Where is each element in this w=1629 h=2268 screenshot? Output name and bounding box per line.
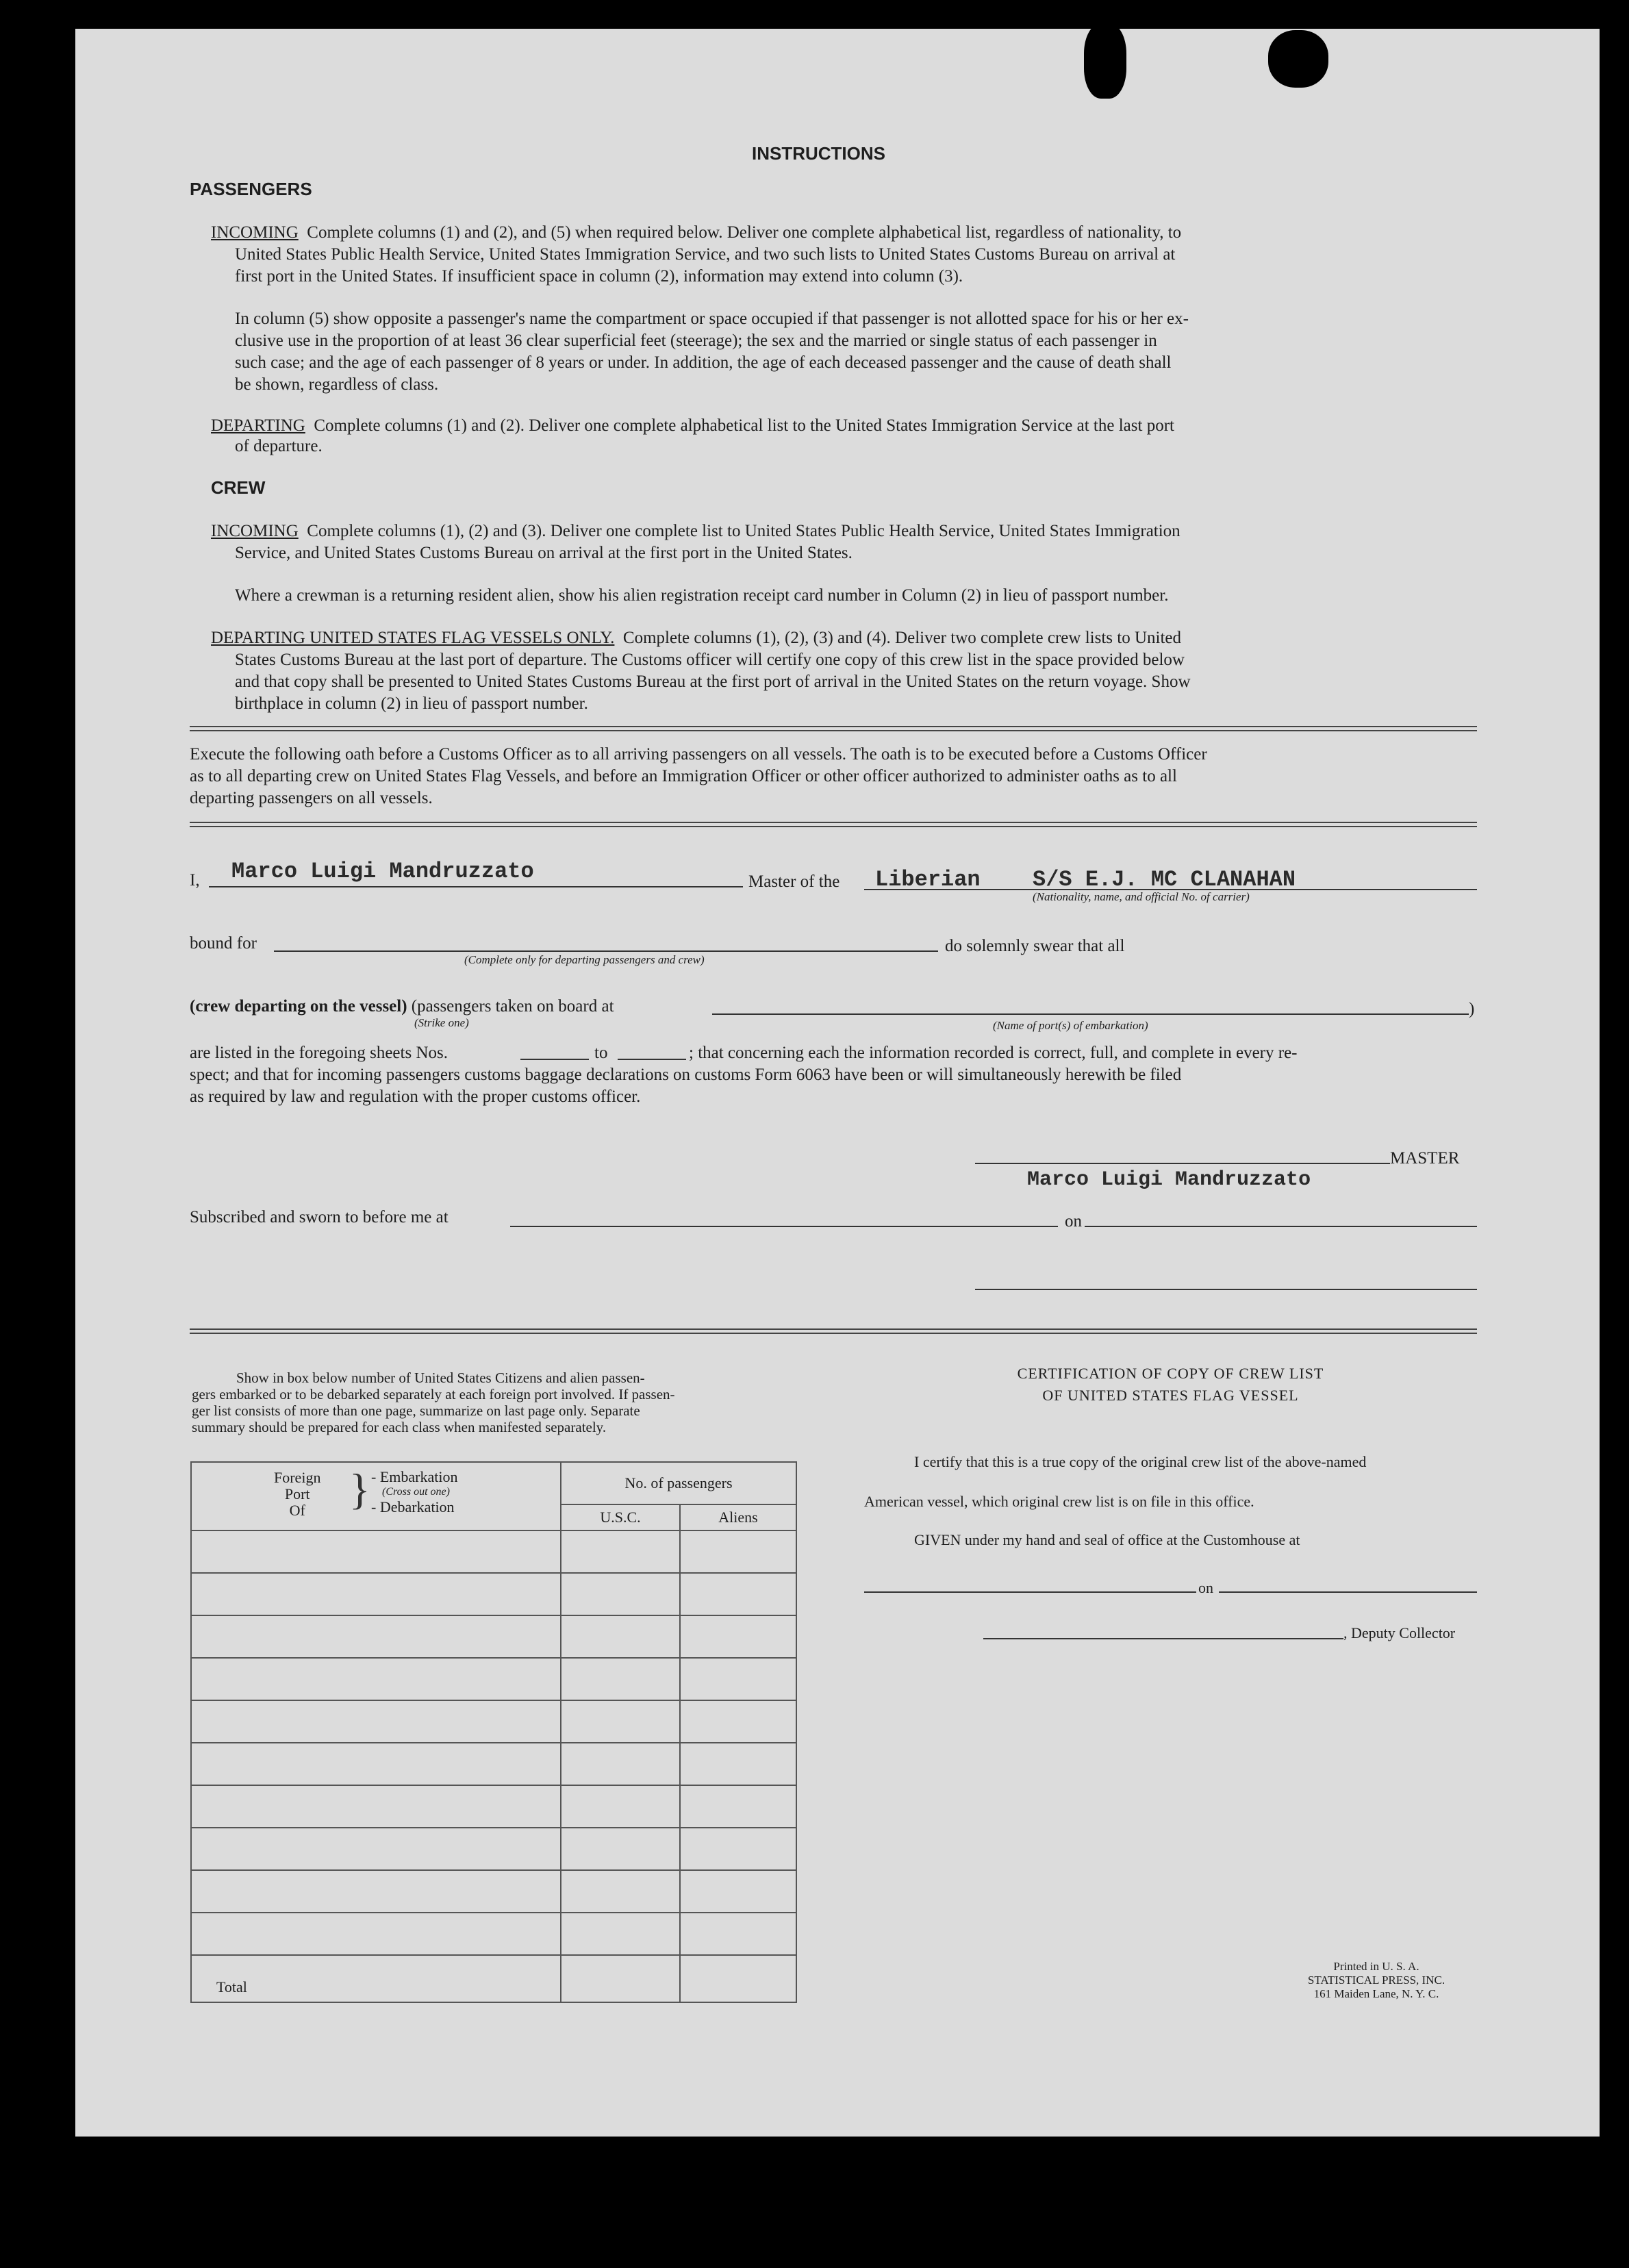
- table-row: [191, 1573, 796, 1615]
- listed-text-2: spect; and that for incoming passengers customs baggage declarations on customs Form 6063 have been or will simultaneously herewith be filed: [190, 1066, 1182, 1084]
- table-row: [191, 1785, 796, 1828]
- bound-for-line[interactable]: [274, 950, 938, 952]
- incoming-label: INCOMING: [211, 223, 299, 242]
- to-label: to: [594, 1044, 608, 1062]
- column5-text-2: clusive use in the proportion of at least 36 clear superficial feet (steerage); the sex and the married or single status of each passenger in: [235, 331, 1157, 350]
- passenger-summary-table: [190, 1461, 797, 2003]
- passengers-incoming: [211, 222, 1454, 244]
- aliens-cell[interactable]: [680, 1870, 796, 1913]
- subscribed-on-label: on: [1065, 1212, 1082, 1231]
- crew-departing-label: DEPARTING UNITED STATES FLAG VESSELS ONLY.: [211, 629, 615, 647]
- usc-cell[interactable]: [561, 1530, 680, 1573]
- master-name-field[interactable]: Marco Luigi Mandruzzato: [231, 859, 534, 884]
- brace-icon: }: [349, 1465, 370, 1513]
- of-label: Of: [289, 1502, 305, 1519]
- no-passengers-header: No. of passengers: [561, 1462, 796, 1504]
- port-label: Port: [284, 1485, 310, 1502]
- table-row: [191, 1743, 796, 1785]
- table-row: [191, 1530, 796, 1573]
- master-label: MASTER: [1390, 1149, 1460, 1168]
- embarkation-label[interactable]: - Embarkation: [371, 1468, 458, 1485]
- crew-departing-4: birthplace in column (2) in lieu of passport number.: [235, 694, 588, 713]
- incoming-text: Complete columns (1) and (2), and (5) when required below. Deliver one complete alphabetical list, regardless of nationality, to: [307, 223, 1182, 242]
- summary-line-2: gers embarked or to be debarked separately at each foreign port involved. If passen-: [192, 1386, 675, 1402]
- listed-label: are listed in the foregoing sheets Nos.: [190, 1044, 448, 1062]
- port-cell[interactable]: [191, 1615, 561, 1658]
- total-usc-cell[interactable]: [561, 1955, 680, 2002]
- departing-label: DEPARTING: [211, 416, 305, 435]
- aliens-cell[interactable]: [680, 1785, 796, 1828]
- crew-departing-text: Complete columns (1), (2), (3) and (4). Deliver two complete crew lists to United: [622, 629, 1181, 647]
- carrier-caption: (Nationality, name, and official No. of carrier): [1033, 890, 1250, 903]
- crew-incoming: [211, 520, 1180, 542]
- column5-text-4: be shown, regardless of class.: [235, 375, 439, 394]
- table-row: [191, 1658, 796, 1700]
- oath-i-label: I,: [190, 871, 200, 890]
- usc-cell[interactable]: [561, 1913, 680, 1955]
- divider: [190, 726, 1477, 731]
- usc-cell[interactable]: [561, 1573, 680, 1615]
- sheet-from-line[interactable]: [520, 1059, 589, 1060]
- certification-title-2: OF UNITED STATES FLAG VESSEL: [1042, 1387, 1299, 1404]
- usc-header: U.S.C.: [561, 1504, 680, 1530]
- aliens-cell[interactable]: [680, 1530, 796, 1573]
- printer-line-3: 161 Maiden Lane, N. Y. C.: [1313, 1987, 1439, 2000]
- aliens-cell[interactable]: [680, 1913, 796, 1955]
- certification-title: [864, 1363, 1477, 1407]
- port-cell[interactable]: [191, 1870, 561, 1913]
- deputy-collector-label: , Deputy Collector: [1343, 1624, 1456, 1641]
- crew-incoming-label: INCOMING: [211, 522, 299, 540]
- listed-text-3: as required by law and regulation with the proper customs officer.: [190, 1087, 641, 1106]
- table-row: [191, 1913, 796, 1955]
- departing-text: Complete columns (1) and (2). Deliver one complete alphabetical list to the United States Immigration Service at the last port: [314, 416, 1174, 435]
- usc-cell[interactable]: [561, 1785, 680, 1828]
- passengers-departing: [211, 415, 1174, 437]
- crew-departing-2: States Customs Bureau at the last port of departure. The Customs officer will certify one copy of this crew list in the space provided below: [235, 651, 1185, 669]
- aliens-cell[interactable]: [680, 1615, 796, 1658]
- summary-line-3: ger list consists of more than one page, summarize on last page only. Separate: [192, 1402, 640, 1419]
- bound-for-caption: (Complete only for departing passengers and crew): [464, 953, 705, 966]
- foreign-port-of: [274, 1470, 320, 1519]
- ink-blot: [1084, 23, 1126, 99]
- aliens-cell[interactable]: [680, 1743, 796, 1785]
- port-cell[interactable]: [191, 1658, 561, 1700]
- master-name-line: [209, 886, 743, 887]
- port-header-cell: [191, 1462, 561, 1530]
- passengers-departing-2: of departure.: [235, 437, 323, 455]
- port-cell[interactable]: [191, 1573, 561, 1615]
- usc-cell[interactable]: [561, 1870, 680, 1913]
- port-caption: (Name of port(s) of embarkation): [993, 1019, 1148, 1032]
- crew-incoming-text: Complete columns (1), (2) and (3). Deliver one complete list to United States Public Health Service, United States Immigration: [307, 522, 1180, 540]
- total-row: [191, 1955, 796, 2002]
- ink-blot: [1268, 30, 1328, 88]
- table-row: [191, 1870, 796, 1913]
- table-header-row: [191, 1462, 796, 1504]
- subscribed-label: Subscribed and sworn to before me at: [190, 1208, 449, 1226]
- crew-resident-alien: Where a crewman is a returning resident alien, show his alien registration receipt card number in Column (2) in lieu of passport number.: [235, 586, 1169, 605]
- total-aliens-cell[interactable]: [680, 1955, 796, 2002]
- embarkation-line[interactable]: [712, 1013, 1469, 1015]
- usc-cell[interactable]: [561, 1700, 680, 1743]
- passengers-heading: PASSENGERS: [190, 179, 312, 199]
- strike-caption: (Strike one): [414, 1016, 469, 1029]
- crew-heading: CREW: [211, 477, 266, 498]
- cross-out-label: (Cross out one): [382, 1486, 450, 1498]
- instructions-title: INSTRUCTIONS: [752, 143, 885, 164]
- port-cell[interactable]: [191, 1530, 561, 1573]
- total-label: Total: [191, 1955, 561, 2002]
- given-line: GIVEN under my hand and seal of office at the Customhouse at: [914, 1531, 1300, 1548]
- crew-departing: [211, 627, 1181, 649]
- oath-instructions-1: Execute the following oath before a Customs Officer as to all arriving passengers on all vessels. The oath is to be executed before a Customs Officer: [190, 745, 1207, 764]
- column5-text-1: In column (5) show opposite a passenger's name the compartment or space occupied if that passenger is not allotted space for his or her ex-: [235, 310, 1189, 328]
- usc-cell[interactable]: [561, 1743, 680, 1785]
- crew-departing-option: [190, 996, 614, 1018]
- column5-text-3: such case; and the age of each passenger of 8 years or under. In addition, the age of each deceased passenger and the cause of death shall: [235, 353, 1172, 372]
- master-signature: Marco Luigi Mandruzzato: [1027, 1168, 1311, 1192]
- certify-line-1: I certify that this is a true copy of the original crew list of the above-named: [914, 1453, 1367, 1470]
- master-of-label: Master of the: [748, 872, 840, 891]
- summary-line-4: summary should be prepared for each class when manifested separately.: [192, 1419, 607, 1435]
- printer-line-2: STATISTICAL PRESS, INC.: [1307, 1974, 1445, 1987]
- summary-instructions: [192, 1370, 798, 1435]
- port-cell[interactable]: [191, 1700, 561, 1743]
- customhouse-line[interactable]: [864, 1591, 1196, 1593]
- passengers-taken-word: (passengers taken on board at: [411, 997, 614, 1016]
- vessel-field[interactable]: S/S E.J. MC CLANAHAN: [1033, 867, 1296, 892]
- close-paren: ): [1469, 1000, 1475, 1018]
- table-row: [191, 1828, 796, 1870]
- aliens-header: Aliens: [680, 1504, 796, 1530]
- printer-imprint: [1219, 1960, 1534, 2001]
- divider: [190, 822, 1477, 827]
- crew-departing-word: (crew departing on the vessel): [190, 997, 407, 1016]
- table-row: [191, 1615, 796, 1658]
- aliens-cell[interactable]: [680, 1573, 796, 1615]
- embark-debark: [371, 1470, 457, 1515]
- usc-cell[interactable]: [561, 1658, 680, 1700]
- passengers-incoming-2: United States Public Health Service, United States Immigration Service, and two such lists to United States Customs Bureau on arrival at: [235, 245, 1176, 264]
- passengers-incoming-3: first port in the United States. If insufficient space in column (2), information may extend into column (3).: [235, 267, 963, 286]
- subscribed-place-line[interactable]: [510, 1226, 1058, 1227]
- port-cell[interactable]: [191, 1913, 561, 1955]
- certification-title-1: CERTIFICATION OF COPY OF CREW LIST: [1017, 1365, 1324, 1382]
- certify-line-2: American vessel, which original crew list is on file in this office.: [864, 1493, 1254, 1510]
- crew-incoming-2: Service, and United States Customs Bureau on arrival at the first port in the United States.: [235, 544, 853, 562]
- master-signature-line[interactable]: [975, 1163, 1390, 1164]
- debarkation-label[interactable]: - Debarkation: [371, 1498, 455, 1515]
- nationality-field[interactable]: Liberian: [875, 867, 981, 892]
- aliens-cell[interactable]: [680, 1700, 796, 1743]
- foreign-label: Foreign: [274, 1469, 321, 1486]
- oath-instructions-3: departing passengers on all vessels.: [190, 789, 433, 807]
- printer-line-1: Printed in U. S. A.: [1333, 1960, 1419, 1973]
- deputy-signature-line[interactable]: [983, 1638, 1343, 1639]
- subscribed-date-line[interactable]: [1085, 1226, 1477, 1227]
- aliens-cell[interactable]: [680, 1828, 796, 1870]
- officer-signature-line[interactable]: [975, 1289, 1477, 1290]
- table-row: [191, 1700, 796, 1743]
- summary-line-1: Show in box below number of United States Citizens and alien passen-: [236, 1370, 645, 1386]
- aliens-cell[interactable]: [680, 1658, 796, 1700]
- oath-instructions-2: as to all departing crew on United States Flag Vessels, and before an Immigration Officer or other officer authorized to administer oaths as to all: [190, 767, 1177, 785]
- bound-for-label: bound for: [190, 934, 257, 953]
- swear-label: do solemnly swear that all: [945, 937, 1125, 955]
- port-cell[interactable]: [191, 1828, 561, 1870]
- sheet-to-line[interactable]: [618, 1059, 686, 1060]
- listed-text-1: ; that concerning each the information recorded is correct, full, and complete in every re-: [689, 1044, 1298, 1062]
- certification-on-label: on: [1198, 1579, 1213, 1596]
- certification-date-line[interactable]: [1219, 1591, 1477, 1593]
- crew-departing-3: and that copy shall be presented to United States Customs Bureau at the first port of arrival in the United States on the return voyage. Show: [235, 672, 1191, 691]
- port-cell[interactable]: [191, 1743, 561, 1785]
- usc-cell[interactable]: [561, 1615, 680, 1658]
- divider: [190, 1328, 1477, 1334]
- port-cell[interactable]: [191, 1785, 561, 1828]
- usc-cell[interactable]: [561, 1828, 680, 1870]
